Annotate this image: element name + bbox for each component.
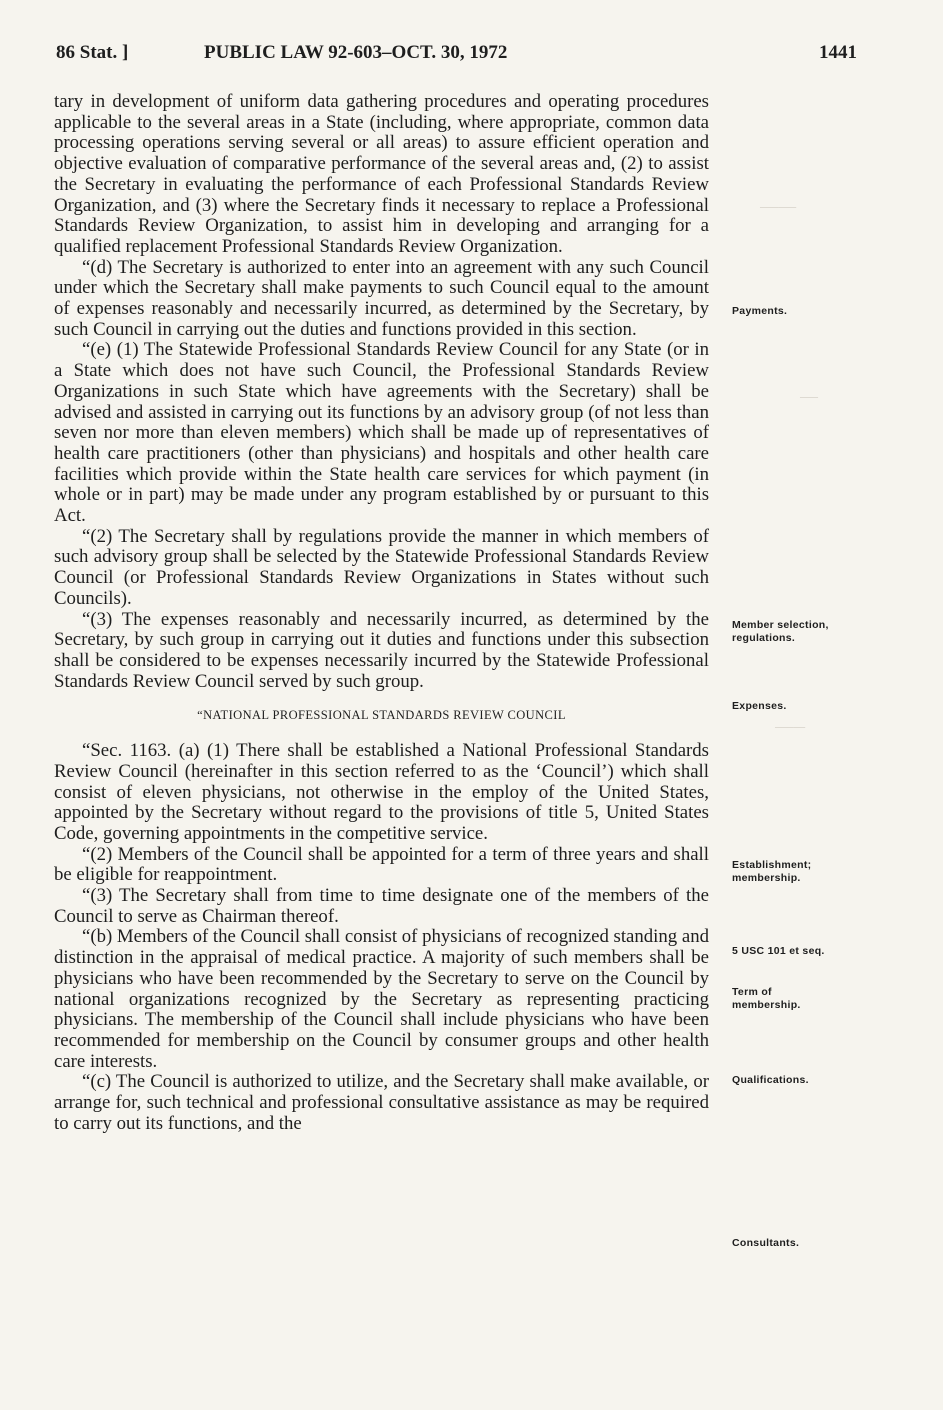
paragraph-sec-1163-a2: “(2) Members of the Council shall be appointed for a term of three years and shall be eligible for reappointment. xyxy=(54,843,709,886)
margin-note-establishment: Establishment; membership. xyxy=(732,859,812,884)
paragraph-sec-1163-a3: “(3) The Secretary shall from time to time designate one of the members of the Council to serve as Chairman thereof. xyxy=(54,885,709,927)
header-page-number: 1441 xyxy=(819,42,857,63)
paragraph-sec-1163-c: “(c) The Council is authorized to utilize, and the Secretary shall make available, or arrange for, such technical and professional consultative assistance as may be required to carry out its functions, and the xyxy=(54,1071,709,1134)
margin-note-expenses: Expenses. xyxy=(732,700,787,712)
header-title: PUBLIC LAW 92-603–OCT. 30, 1972 xyxy=(204,42,508,63)
header-volume: 86 Stat. ] xyxy=(56,42,129,63)
bleed-through-mark: ───── xyxy=(775,722,806,732)
bleed-through-mark: ─── xyxy=(800,392,819,402)
paragraph-continuation: tary in development of uniform data gathering procedures and operating procedures applicable to the several areas in a State (including, where appropriate, common data processing operations serving several or all areas) to assure efficient operation and objective evaluation of comparative performance of the several areas and, (2) to assist the Secretary in evaluating the performance of each Professional Standards Review Organization, and (3) where the Secretary finds it necessary to replace a Professional Standards Review Organization, to assist him in developing and arranging for a qualified replacement Professional Standards Review Organization. xyxy=(54,91,709,257)
margin-note-payments: Payments. xyxy=(732,305,788,317)
margin-note-usc-citation: 5 USC 101 et seq. xyxy=(732,945,825,957)
paragraph-subsection-e3: “(3) The expenses reasonably and necessarily incurred, as determined by the Secretary, by such group in carrying out it duties and functions under this subsection shall be considered to be expenses necessarily incurred by the Statewide Professional Standards Review Council served by such group. xyxy=(54,608,709,692)
paragraph-subsection-d: “(d) The Secretary is authorized to enter into an agreement with any such Council under which the Secretary shall make payments to such Council equal to the amount of expenses reasonably and necessarily incurred, as determined by the Secretary, by such Council in carrying out the duties and functions provided in this section. xyxy=(54,256,709,340)
margin-note-member-selection: Member selection, regulations. xyxy=(732,619,829,644)
paragraph-subsection-e1: “(e) (1) The Statewide Professional Standards Review Council for any State (or in a State which does not have such Council, the Professional Standards Review Organizations in such State which have agreements with the Secretary) shall be advised and assisted in carrying out its functions by an advisory group (of not less than seven nor more than eleven members) which shall be made up of representatives of health care practitioners (other than physicians) and hospitals and other health care facilities which provide within the State health care services for which payment (in whole or in part) may be made under any program established by or pursuant to this Act. xyxy=(54,339,709,527)
paragraph-sec-1163-b: “(b) Members of the Council shall consist of physicians of recognized standing and distinction in the appraisal of medical practice. A majority of such members shall be physicians who have been recommended by the Secretary to serve on the Council by national organizations recognized by the Secretary as representing practicing physicians. The membership of the Council shall include physicians who have been recommended for membership on the Council by consumer groups and other health care interests. xyxy=(54,926,709,1072)
body-text xyxy=(54,92,709,1134)
margin-note-qualifications: Qualifications. xyxy=(732,1074,809,1086)
bleed-through-mark: ────── xyxy=(760,202,797,212)
margin-note-term: Term of membership. xyxy=(732,986,801,1011)
paragraph-sec-1163-a1: “Sec. 1163. (a) (1) There shall be established a National Professional Standards Review Council (hereinafter in this section referred to as the ‘Council’) which shall consist of eleven physicians, not otherwise in the employ of the United States, appointed by the Secretary without regard to the provisions of title 5, United States Code, governing appointments in the competitive service. xyxy=(54,740,709,844)
section-heading: “NATIONAL PROFESSIONAL STANDARDS REVIEW COUNCIL xyxy=(197,708,566,723)
margin-note-consultants: Consultants. xyxy=(732,1237,800,1249)
paragraph-subsection-e2: “(2) The Secretary shall by regulations provide the manner in which members of such advisory group shall be selected by the Statewide Professional Standards Review Council (or Professional Standards Review Organizations in States without such Councils). xyxy=(54,525,709,609)
